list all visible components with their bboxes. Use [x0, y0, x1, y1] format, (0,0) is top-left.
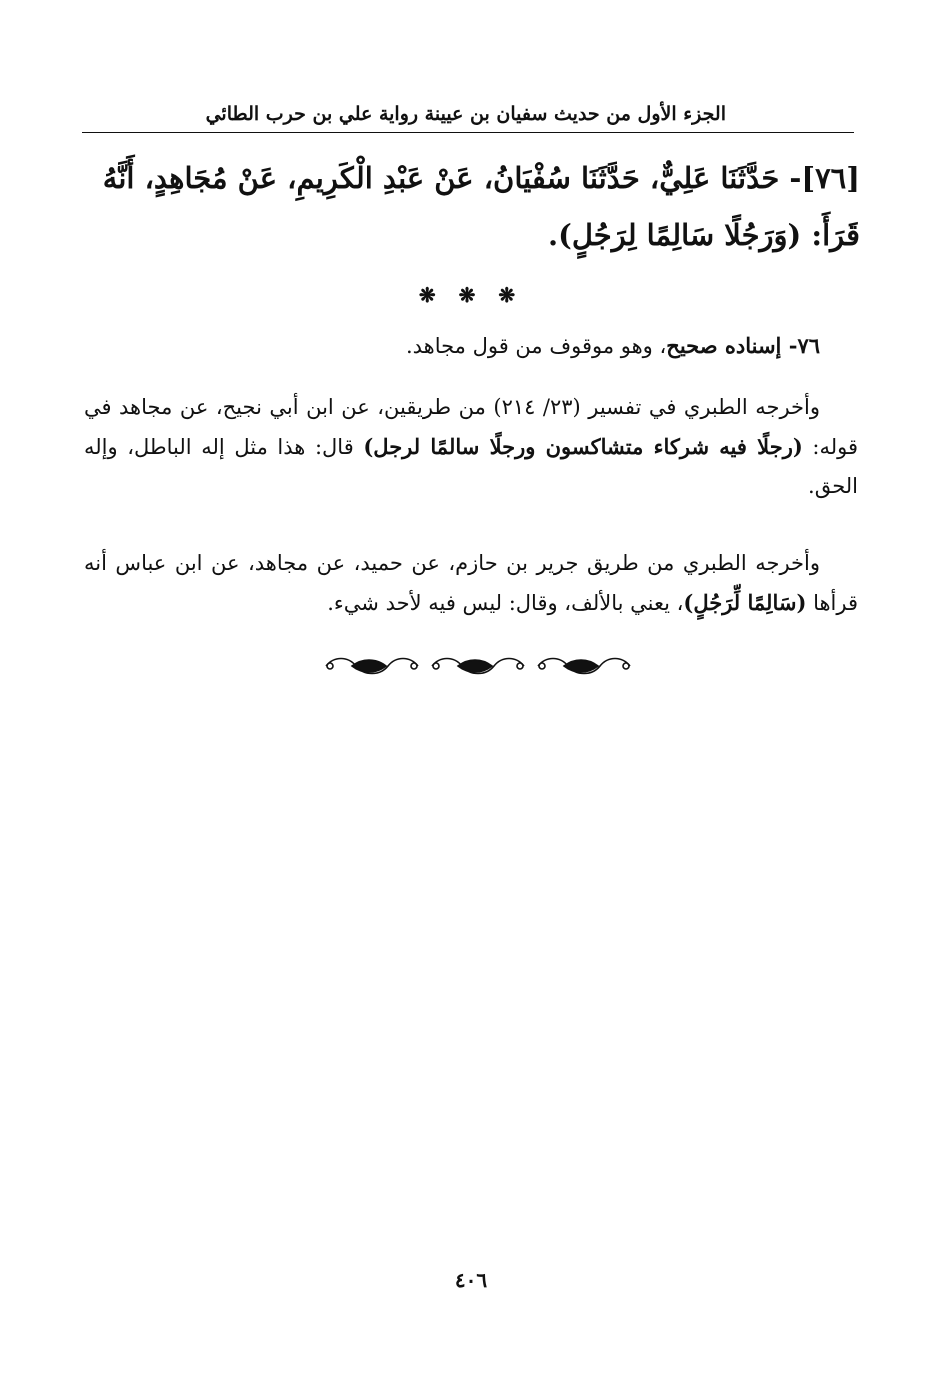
- commentary-text-after: ، يعني بالألف، وقال: ليس فيه لأحد شيء.: [327, 591, 684, 615]
- hadith-number: [٧٦]: [801, 161, 860, 195]
- page-number: ٤٠٦: [454, 1268, 488, 1292]
- commentary-paragraph-2: [84, 388, 858, 506]
- commentary-number: ٧٦-: [781, 333, 820, 358]
- hadith-text: [80, 150, 860, 264]
- commentary-paragraph-1: [84, 326, 858, 366]
- commentary-text: ، وهو موقوف من قول مجاهد.: [405, 334, 667, 358]
- hadith-line-1: - حَدَّثَنَا عَلِيٌّ، حَدَّثَنَا سُفْيَانُ، عَنْ عَبْدِ الْكَرِيمِ، عَنْ مُجَاهِدٍ، أَنَّهُ: [102, 161, 802, 195]
- grading-text: إسناده صحيح: [666, 333, 782, 358]
- running-header: الجزء الأول من حديث سفيان بن عيينة رواية علي بن حرب الطائي: [205, 103, 726, 125]
- quoted-verse: (رجلًا فيه شركاء متشاكسون ورجلًا سالمًا لرجل): [363, 434, 803, 459]
- commentary-text-after: قال: هذا مثل إله الباطل، وإله الحق.: [84, 435, 858, 498]
- quoted-verse: (سَالِمًا لِّرَجُلٍ): [683, 590, 807, 615]
- commentary-text-before: وأخرجه الطبري من طريق جرير بن حازم، عن حميد، عن مجاهد، عن ابن عباس أنه قرأها: [84, 551, 858, 615]
- commentary-paragraph-3: [84, 544, 858, 623]
- commentary-text-before: وأخرجه الطبري في تفسير (٢٣/ ٢١٤) من طريقين، عن ابن أبي نجيح، عن مجاهد في قوله:: [84, 395, 859, 459]
- floral-divider-icon: [322, 650, 634, 682]
- header-rule: [82, 132, 854, 133]
- ornament-segment: [326, 659, 418, 674]
- hadith-line-2: قَرَأَ: (وَرَجُلًا سَالِمًا لِرَجُلٍ).: [548, 218, 860, 252]
- star-separator: ❋ ❋ ❋: [418, 283, 524, 307]
